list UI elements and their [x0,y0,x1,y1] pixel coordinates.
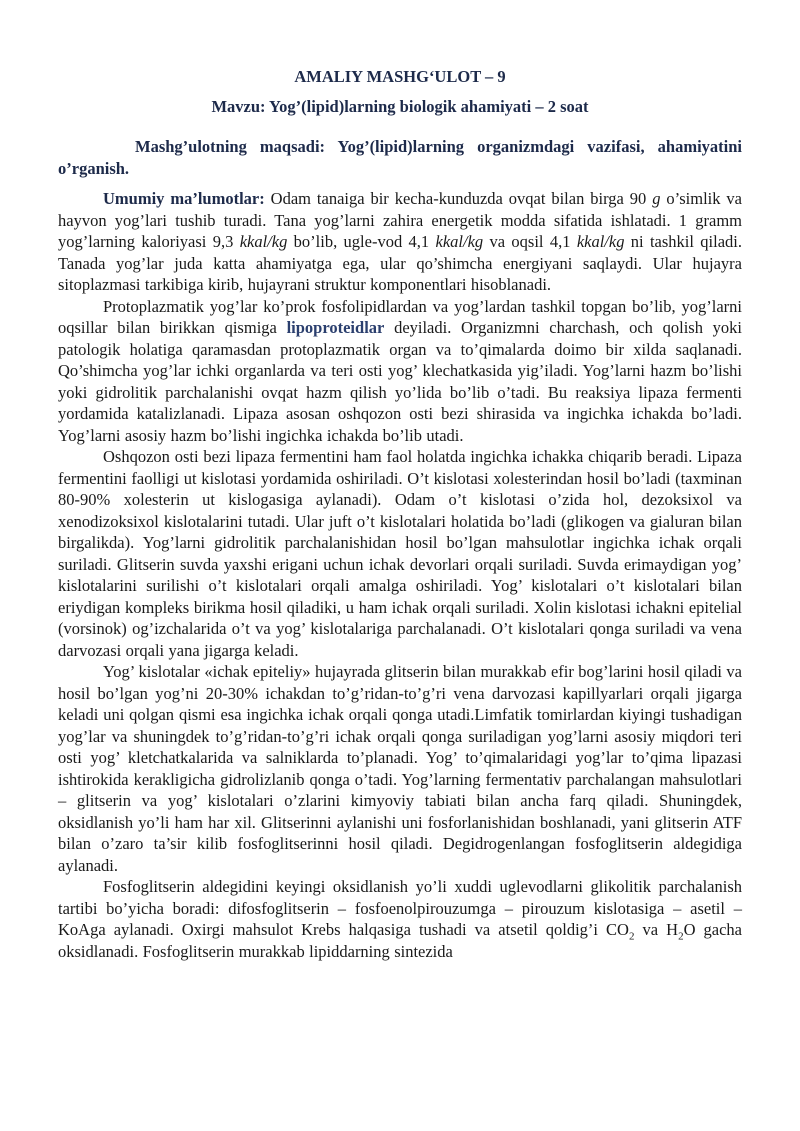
paragraph-fatty-acids: Yog’ kislotalar «ichak epiteliy» hujayrada glitserin bilan murakkab efir bog’larini hosil qiladi va hosil bo’lgan yog’ni 20-30% ichakdan to’g’ridan-to’g’ri vena darvozasi kapillyarlari orqali jigarga keladi uni qolgan qismi esa ingichka ichak orqali qonga utadi.Limfatik tomirlardan kiyingi tushadigan yog’lar va shuningdek to’g’ridan-to’g’ri ichak orqali qonga suriladigan yog’larni asosiy miqdori teri osti yog’ kletchatkalarida va salniklarda to’planadi. Yog’ to’qimalaridagi yog’lar to’qima lipazasi ishtirokida kerakligicha gidrolizlanib qonga o’tadi. Yog’larning fermentativ parchalangan mahsulotlari – glitserin va yog’ kislotalari o’zlarini kimyoviy tabiati bilan ancha farq qiladi. Shuningdek, oksidlanish yo’li ham har xil. Glitserinni aylanishi uni fosforlanishidan boshlanadi, yani glitserin ATF bilan o’zaro ta’sir kilib fosfoglitserinni hosil qiladi. Degidrogenlangan fosfoglitserin aldegidiga aylanadi. [58,662,742,875]
general-info-paragraph [58,188,742,296]
text-run: deyiladi. Organizmni charchash, och qolish yoki patologik holatiga qaramasdan protoplazmatik organ va to’qimalarda doimo bir xilda saqlanadi. Qo’shimcha yog’lar ichki organlarda va teri osti yog’ klechatkasida yig’iladi. Yog’larni hazm bo’lishi yoki gidrolitik parchalanishi ovqat hazm qilish yo’lida bo’lib o’tadi. Bu reaksiya lipaza fermenti yordamida katalizlanadi. Lipaza asosan oshqozon osti bezi shirasida va ingichka ichakda bo’ladi. Yog’larni asosiy hazm bo’lishi ingichka ichakda bo’lib utadi. [58,318,742,445]
term-lipoproteidlar: lipoproteidlar [286,318,385,337]
paragraph-phosphoglycerin [58,876,742,962]
text-run: ni tashkil qiladi. Tanada yog’lar juda katta ahamiyatga ega, ular qo’shimcha energiyani saqlaydi. Ular hujayra sitoplazmasi tarkibiga kirib, hujayrani struktur komponentlari hisoblanadi. [58,232,743,294]
text-run: bo’lib, ugle-vod 4,1 [287,232,436,251]
unit-kkal-kg: kkal/kg [576,232,625,251]
topic-heading: Mavzu: Yog’(lipid)larning biologik ahamiyati – 2 soat [211,97,589,116]
text-run: o’simlik va hayvon yog’lari tushib turadi. Tana yog’larni zahira energetik modda sifatida ishlatadi. 1 gramm yog’larning kaloriyasi 9,3 [58,189,742,251]
unit-kkal-kg: kkal/kg [239,232,288,251]
text-run: va H [634,920,679,939]
subscript-2: 2 [678,930,684,943]
lesson-aim: Mashg’ulotning maqsadi: Yog’(lipid)larning organizmdagi vazifasi, ahamiyatini o’rganish. [58,137,742,178]
subscript-2: 2 [628,930,635,943]
text-run: Protoplazmatik yog’lar ko’prok fosfolipidlardan va yog’lardan tashkil topgan bo’lib, yog’larni oqsillar bilan birikkan qismiga [58,296,742,337]
text-run: O gacha oksidlanadi. Fosfoglitserin murakkab lipiddarning sintezida [58,920,742,961]
unit-g: g [652,189,661,208]
paragraph-protoplasmic-fats [58,296,742,447]
page-title: AMALIY MASHG‘ULOT – 9 [294,67,506,86]
text-run: va oqsil 4,1 [483,232,577,251]
paragraph-lipase: Oshqozon osti bezi lipaza fermentini ham faol holatda ingichka ichakka chiqarib beradi. Lipaza fermentini faolligi ut kislotasi yordamida oshiriladi. O’t kislotasi xolesterindan hosil bo’ladi (taxminan 80-90% xolesterin ut kislogasiga aylanadi). Odam o’t kislotasi o’zida hol, dezoksixol va xenodizoksixol kislotalarini tutadi. Ular juft o’t kislotalari holatida bo’ladi (glikogen va gialuran bilan birgalikda). Yog’larni gidrolitik parchalanishidan hosil bo’lgan mahsulotlar ingichka ichak orqali suriladi. Glitserin suvda yaxshi erigani uchun ichak devorlari orqali suriladi. Suvda erimaydigan yog’ kislotalarini surilishi o’t kislotalari orqali amalga oshiriladi. Yog’ kislotalari o’t kislotalari bilan eriydigan kompleks birikma hosil qiladiki, u ham ichak orqali suriladi. Xolin kislotasi ichakni epitelial (vorsinok) og’izchalarida o’t va yog’ kislotalariga parchalanadi. O’t kislotalari qonga suriladi va vena darvozasi orqali yana jigarga keladi. [58,447,742,660]
text-run: Odam tanaiga bir kecha-kunduzda ovqat bilan birga 90 [264,189,653,208]
text-run: Fosfoglitserin aldegidini keyingi oksidlanish yo’li xuddi uglevodlarni glikolitik parchalanish tartibi bo’yicha boradi: difosfoglitserin – fosfoenolpirouzumga – pirouzum kislotasiga – asetil – KoAga aylanadi. Oxirgi mahsulot Krebs halqasiga tushadi va atsetil qoldig’i CO [58,877,742,939]
document-page [58,66,742,962]
general-info-heading: Umumiy ma’lumotlar: [103,189,265,208]
unit-kkal-kg: kkal/kg [435,232,484,251]
